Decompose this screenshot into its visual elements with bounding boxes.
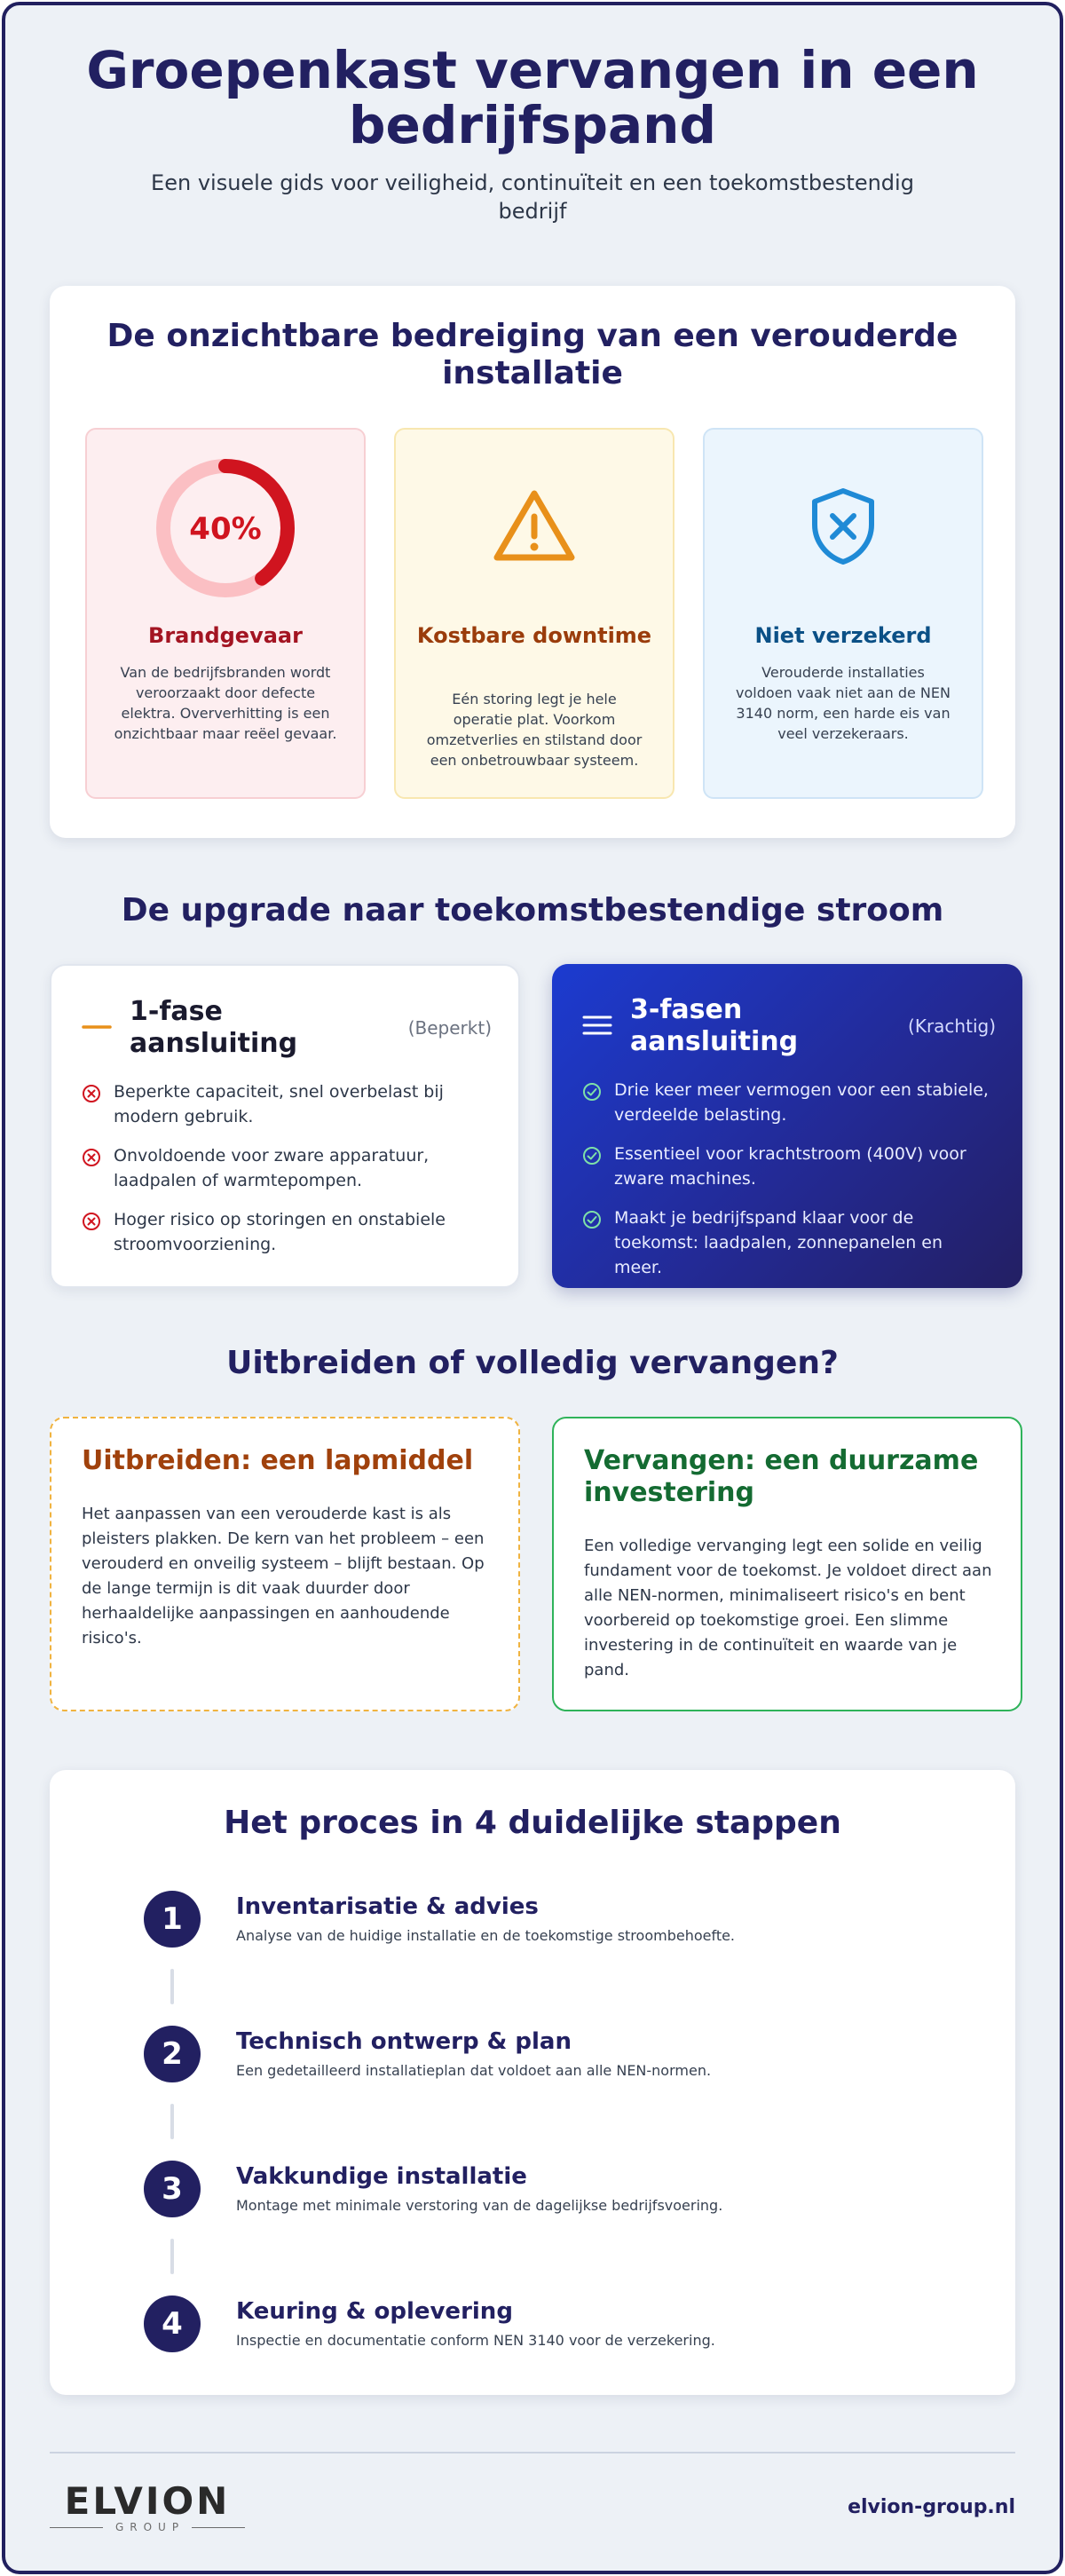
extend-option-text: Het aanpassen van een verouderde kast is als pleisters plakken. De kern van het probleem – een verouderd en onveilig systeem – blijft bestaan. Op de lange termijn is dit vaak duurder door herhaaldelijke aanpassingen en aanhoudende risico's. (82, 1505, 485, 1648)
three-phase-card (552, 964, 1022, 1288)
footer-divider (50, 2452, 1015, 2454)
three-phase-tag: (Krachtig) (908, 1015, 996, 1037)
process-section-title: Het proces in 4 duidelijke stappen (224, 1805, 841, 1841)
risk-text-downtime: Eén storing legt je hele operatie plat. Voorkom omzetverlies en stilstand door een onbetrouwbaar systeem. (426, 691, 643, 769)
replace-option-text: Een volledige vervanging legt een solide en veilig fundament voor de toekomst. Je voldoet direct aan alle NEN-normen, minimaliseert risico's en bent voorbereid op toekomstige groei. Een slimme investering in de continuïteit en waarde van je pand. (584, 1537, 992, 1679)
step-title: Technisch ontwerp & plan (236, 2028, 572, 2055)
step-text: Inspectie en documentatie conform NEN 3140 voor de verzekering. (236, 2332, 715, 2349)
list-item: Hoger risico op storingen en onstabiele stroomvoorziening. (82, 1207, 492, 1257)
warning-triangle-icon (492, 488, 577, 568)
fire-risk-ring (87, 454, 364, 602)
risk-card-downtime (394, 428, 674, 799)
step-connector (170, 2239, 174, 2274)
step-number: 4 (144, 2295, 201, 2352)
list-item: Beperkte capaciteit, snel overbelast bij modern gebruik. (82, 1079, 492, 1129)
extend-option-title: Uitbreiden: een lapmiddel (82, 1445, 474, 1476)
list-item: Onvoldoende voor zware apparatuur, laadpalen of warmtepompen. (82, 1143, 492, 1193)
risk-card-fire (85, 428, 366, 799)
replace-option-card (552, 1417, 1022, 1711)
step-title: Vakkundige installatie (236, 2163, 527, 2190)
single-phase-list (82, 1079, 492, 1271)
risk-title-downtime: Kostbare downtime (416, 623, 652, 648)
triple-line-icon (582, 1010, 612, 1040)
step-number: 3 (144, 2161, 201, 2217)
risk-text-fire: Van de bedrijfsbranden wordt veroorzaakt door defecte elektra. Oververhitting is een onzichtbaar maar reëel gevaar. (114, 664, 337, 742)
three-phase-list (582, 1078, 996, 1294)
risk-card-insurance (703, 428, 983, 799)
website-link[interactable]: elvion-group.nl (848, 2496, 1015, 2518)
brand-sub: GROUP (114, 2521, 185, 2533)
risk-title-fire: Brandgevaar (148, 623, 303, 648)
list-item: Essentieel voor krachtstroom (400V) voor zware machines. (582, 1142, 996, 1191)
step-title: Keuring & oplevering (236, 2298, 513, 2325)
brand-name: ELVION (64, 2479, 231, 2523)
extend-option-card (50, 1417, 520, 1711)
process-step-3 (144, 2161, 980, 2223)
list-item: Maakt je bedrijfspand klaar voor de toekomst: laadpalen, zonnepanelen en meer. (582, 1205, 996, 1280)
x-circle-icon (82, 1148, 101, 1167)
choice-section-title: Uitbreiden of volledig vervangen? (226, 1345, 839, 1381)
step-text: Analyse van de huidige installatie en de toekomstige stroombehoefte. (236, 1927, 736, 1944)
threat-section (50, 286, 1015, 838)
check-circle-icon (582, 1082, 602, 1102)
step-text: Montage met minimale verstoring van de dagelijkse bedrijfsvoering. (236, 2197, 723, 2214)
three-phase-title: 3-fasen aansluiting (630, 994, 799, 1057)
step-connector (170, 1969, 174, 2004)
replace-option-title: Vervangen: een duurzame investering (584, 1445, 979, 1508)
step-number: 2 (144, 2026, 201, 2082)
page-frame (2, 2, 1063, 2574)
upgrade-section-title: De upgrade naar toekomstbestendige stroom (121, 892, 944, 928)
page-subtitle: Een visuele gids voor veiligheid, continuïteit en een toekomstbestendig bedrijf (151, 170, 914, 224)
risk-title-insurance: Niet verzekerd (754, 623, 932, 648)
step-connector (170, 2104, 174, 2139)
process-section (50, 1770, 1015, 2395)
page-title: Groepenkast vervangen in een bedrijfspand (86, 40, 979, 155)
step-number: 1 (144, 1891, 201, 1948)
x-circle-icon (82, 1084, 101, 1103)
single-phase-card (50, 964, 520, 1288)
process-step-1 (144, 1891, 980, 1953)
process-step-4 (144, 2295, 980, 2358)
shield-x-icon (808, 486, 879, 571)
single-phase-title: 1-fase aansluiting (130, 996, 298, 1059)
fire-stat-value: 40% (189, 511, 262, 547)
step-title: Inventarisatie & advies (236, 1893, 539, 1920)
list-item: Drie keer meer vermogen voor een stabiele, verdeelde belasting. (582, 1078, 996, 1127)
check-circle-icon (582, 1210, 602, 1229)
brand-logo (50, 2479, 254, 2535)
x-circle-icon (82, 1212, 101, 1231)
check-circle-icon (582, 1146, 602, 1166)
single-line-icon (82, 1012, 112, 1042)
step-text: Een gedetailleerd installatieplan dat voldoet aan alle NEN-normen. (236, 2062, 712, 2079)
single-phase-tag: (Beperkt) (407, 1017, 492, 1039)
process-step-2 (144, 2026, 980, 2088)
threat-section-title: De onzichtbare bedreiging van een verouderde installatie (106, 318, 958, 391)
risk-text-insurance: Verouderde installaties voldoen vaak niet aan de NEN 3140 norm, een harde eis van veel verzekeraars. (736, 664, 951, 742)
